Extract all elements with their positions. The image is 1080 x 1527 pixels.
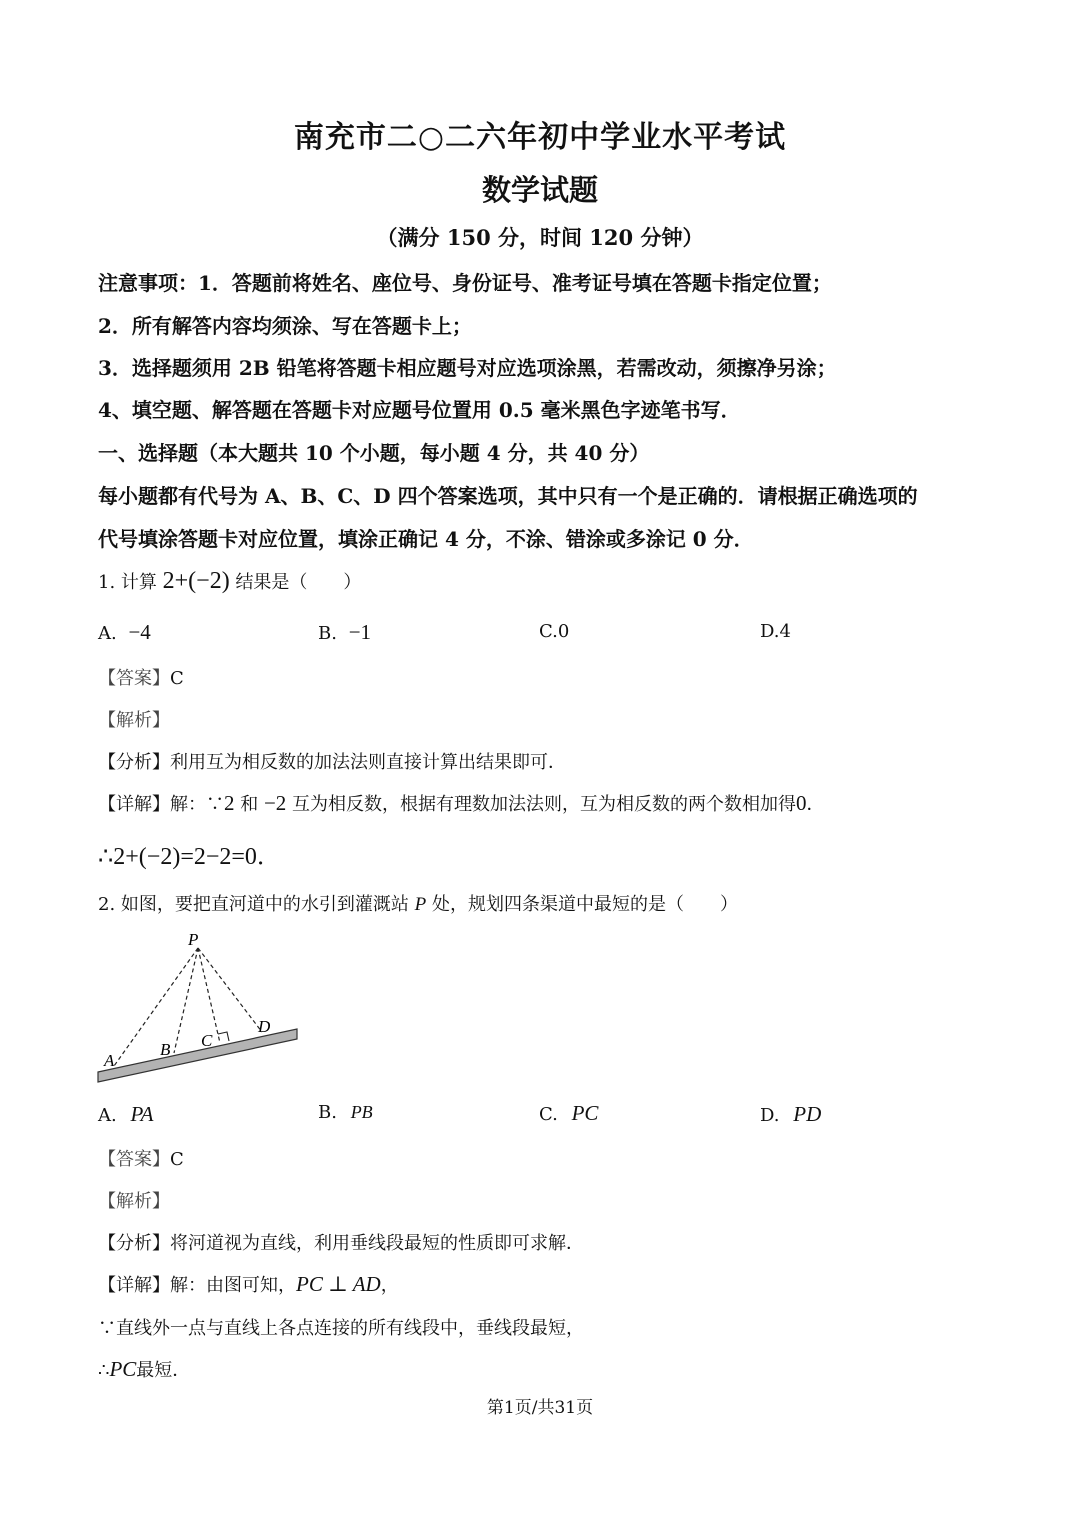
q1-answer: 【答案】C bbox=[98, 668, 184, 689]
channel-pa bbox=[114, 948, 198, 1066]
question-1 bbox=[98, 568, 361, 595]
q2-analysis: 【分析】将河道视为直线，利用垂线段最短的性质即可求解． bbox=[98, 1233, 584, 1254]
q2-option-b: B. PB bbox=[318, 1102, 373, 1123]
label-a: A bbox=[104, 1051, 115, 1070]
channel-pb bbox=[174, 948, 198, 1053]
river-figure bbox=[90, 928, 310, 1088]
note-3: 3．选择题须用 2B 铅笔将答题卡相应题号对应选项涂黑，若需改动，须擦净另涂； bbox=[98, 356, 837, 380]
river-band bbox=[98, 1029, 297, 1082]
q1-jiexi: 【解析】 bbox=[98, 710, 170, 731]
channel-pc bbox=[198, 948, 220, 1043]
question-2: 2. 如图，要把直河道中的水引到灌溉站 P 处，规划四条渠道中最短的是（ ） bbox=[98, 894, 738, 915]
q1-expression: 2+(−2) bbox=[162, 568, 230, 594]
note-2: 2．所有解答内容均须涂、写在答题卡上； bbox=[98, 314, 472, 338]
q2-answer: 【答案】C bbox=[98, 1149, 184, 1170]
section-desc-2: 代号填涂答题卡对应位置，填涂正确记 4 分，不涂、错涂或多涂记 0 分． bbox=[98, 527, 754, 551]
label-c: C bbox=[201, 1031, 213, 1050]
q2-because: ∵直线外一点与直线上各点连接的所有线段中，垂线段最短， bbox=[98, 1318, 584, 1339]
q2-detail: 【详解】解：由图可知，PC ⊥ AD， bbox=[98, 1272, 399, 1296]
section-desc-1: 每小题都有代号为 A、B、C、D 四个答案选项，其中只有一个是正确的．请根据正确选项的 bbox=[98, 484, 918, 508]
q1-analysis: 【分析】利用互为相反数的加法法则直接计算出结果即可． bbox=[98, 752, 566, 773]
q2-option-d: D. PD bbox=[760, 1102, 822, 1126]
q1-suffix: 结果是（ ） bbox=[235, 572, 362, 593]
q2-option-a: A. PA bbox=[98, 1102, 154, 1126]
subject-title: 数学试题 bbox=[481, 173, 598, 207]
q2-jiexi: 【解析】 bbox=[98, 1191, 170, 1212]
page-number: 第1页/共31页 bbox=[486, 1398, 594, 1418]
label-p: P bbox=[188, 930, 199, 949]
q1-prefix: 1. 计算 bbox=[98, 572, 157, 593]
label-d: D bbox=[258, 1017, 271, 1036]
q1-therefore: ∴2+(−2)=2−2=0． bbox=[98, 844, 281, 870]
page-title: 南充市二○二六年初中学业水平考试 bbox=[293, 120, 787, 155]
section-title: 一、选择题（本大题共 10 个小题，每小题 4 分，共 40 分） bbox=[98, 441, 650, 465]
q2-option-c: C. PC bbox=[539, 1101, 599, 1125]
q1-option-a: A. −4 bbox=[98, 620, 151, 644]
exam-info: （满分 150 分，时间 120 分钟） bbox=[376, 225, 704, 250]
q1-option-b: B. −1 bbox=[318, 620, 372, 644]
note-4: 4、填空题、解答题在答题卡对应题号位置用 0.5 毫米黑色字迹笔书写． bbox=[98, 398, 741, 422]
q2-therefore: ∴PC最短． bbox=[98, 1357, 191, 1381]
q1-detail: 【详解】解：∵2 和 −2 互为相反数，根据有理数加法法则，互为相反数的两个数相加得0． bbox=[98, 791, 825, 815]
note-1: 注意事项：1．答题前将姓名、座位号、身份证号、准考证号填在答题卡指定位置； bbox=[98, 271, 832, 295]
label-b: B bbox=[160, 1040, 171, 1059]
q1-option-d: D.4 bbox=[760, 621, 791, 642]
q1-option-c: C.0 bbox=[539, 621, 570, 642]
